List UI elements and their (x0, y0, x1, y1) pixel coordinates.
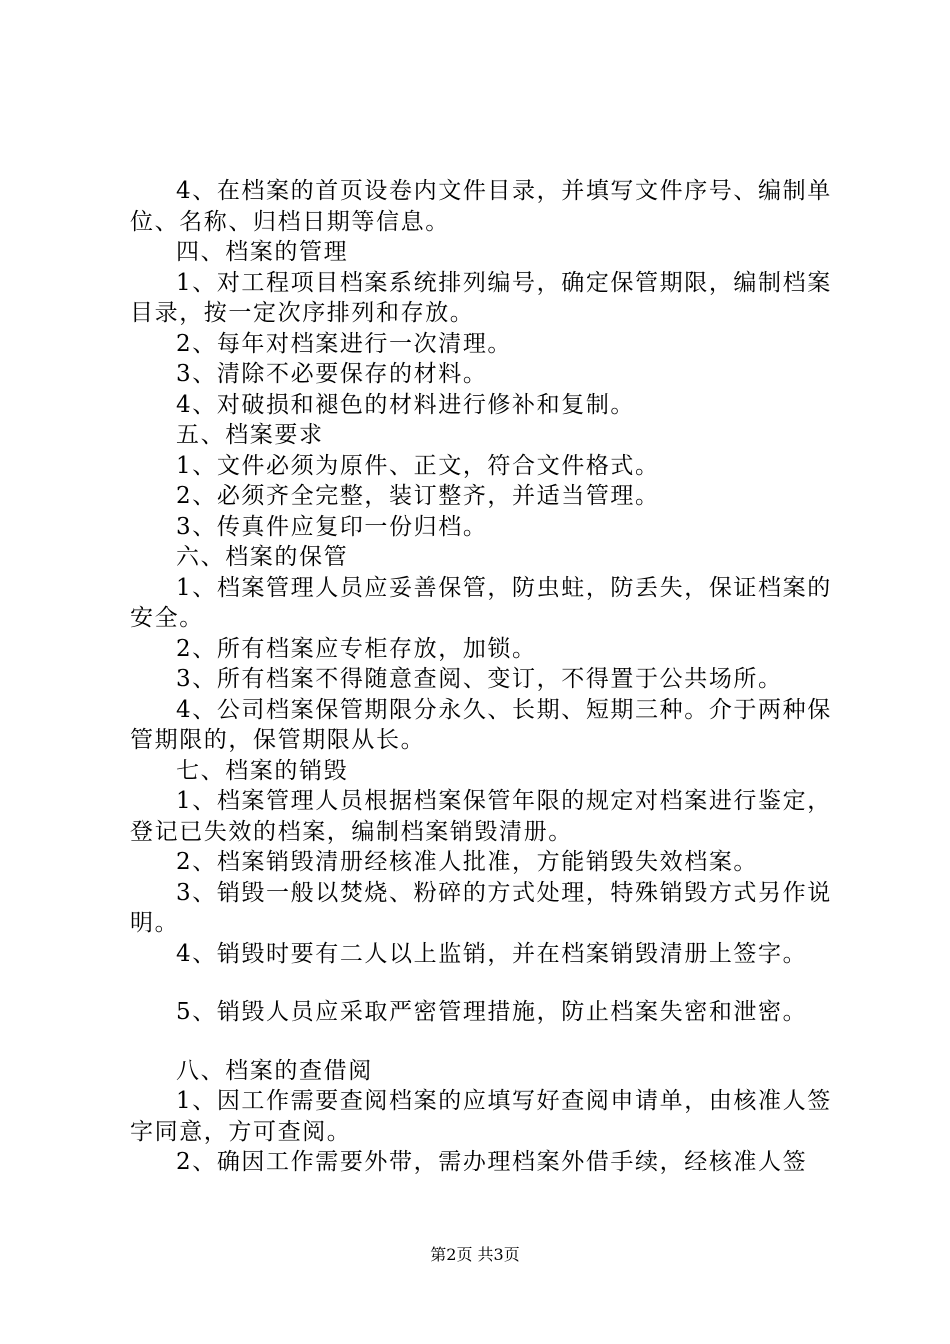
paragraph: 4、在档案的首页设卷内文件目录，并填写文件序号、编制单位、名称、归档日期等信息。 (130, 178, 832, 235)
section-heading: 七、档案的销毁 (176, 757, 349, 784)
paragraph-gap (130, 969, 835, 997)
paragraph-gap (130, 1028, 835, 1056)
section-heading: 六、档案的保管 (176, 544, 349, 570)
paragraph: 2、确因工作需要外带，需办理档案外借手续，经核准人签 (176, 1149, 808, 1175)
paragraph: 2、档案销毁清册经核准人批准，方能销毁失效档案。 (176, 849, 759, 875)
paragraph: 3、所有档案不得随意查阅、变订，不得置于公共场所。 (176, 666, 783, 692)
section-heading: 四、档案的管理 (176, 239, 349, 265)
section-heading: 五、档案要求 (176, 422, 324, 448)
paragraph: 1、因工作需要查阅档案的应填写好查阅申请单，由核准人签字同意，方可查阅。 (130, 1088, 832, 1145)
paragraph: 2、所有档案应专柜存放，加锁。 (176, 635, 537, 662)
paragraph: 2、必须齐全完整，装订整齐，并适当管理。 (176, 483, 660, 509)
paragraph: 1、档案管理人员应妥善保管，防虫蛀，防丢失，保证档案的安全。 (130, 574, 832, 631)
paragraph: 5、销毁人员应采取严密管理措施，防止档案失密和泄密。 (176, 999, 808, 1025)
paragraph: 4、销毁时要有二人以上监销，并在档案销毁清册上签字。 (176, 940, 808, 967)
paragraph: 1、文件必须为原件、正文，符合文件格式。 (176, 452, 660, 479)
paragraph: 4、对破损和褪色的材料进行修补和复制。 (176, 391, 636, 418)
paragraph: 3、传真件应复印一份归档。 (176, 513, 488, 540)
section-heading: 八、档案的查借阅 (176, 1057, 373, 1084)
paragraph: 2、每年对档案进行一次清理。 (176, 330, 513, 357)
paragraph: 3、清除不必要保存的材料。 (176, 361, 488, 387)
page-footer: 第2页 共3页 (430, 1245, 520, 1264)
paragraph: 3、销毁一般以焚烧、粉碎的方式处理，特殊销毁方式另作说明。 (130, 879, 832, 936)
document-body (130, 176, 835, 1178)
paragraph: 4、公司档案保管期限分永久、长期、短期三种。介于两种保管期限的，保管期限从长。 (130, 696, 832, 753)
paragraph: 1、档案管理人员根据档案保管年限的规定对档案进行鉴定，登记已失效的档案，编制档案销毁清册。 (130, 788, 832, 845)
paragraph: 1、对工程项目档案系统排列编号，确定保管期限，编制档案目录，按一定次序排列和存放。 (130, 269, 832, 326)
